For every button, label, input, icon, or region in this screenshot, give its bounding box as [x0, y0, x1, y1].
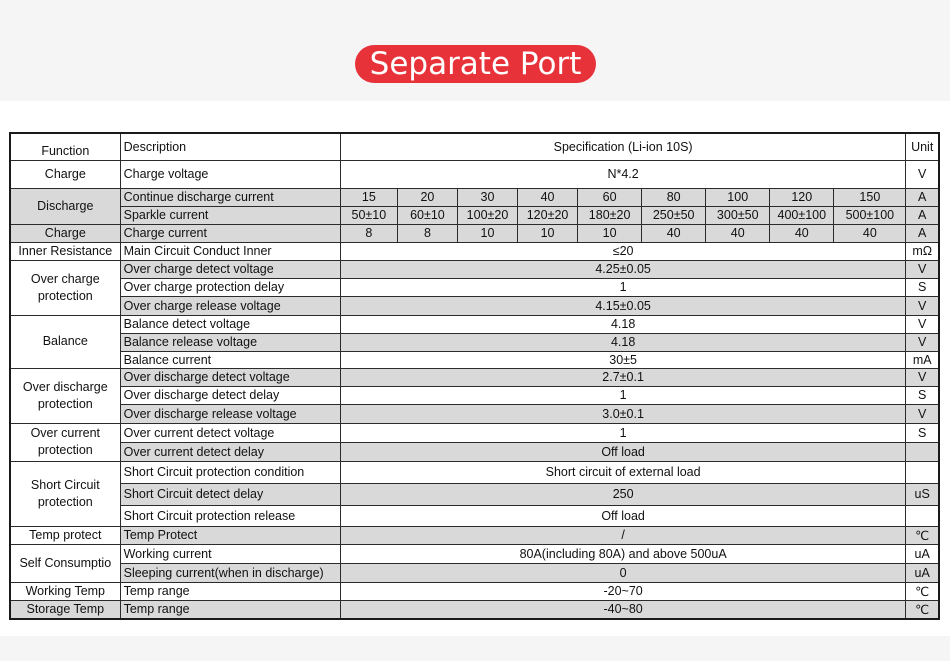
spec-value-cell: 10: [518, 224, 578, 242]
unit-cell: [906, 442, 939, 461]
unit-cell: mΩ: [906, 242, 939, 260]
function-cell: Temp protect: [10, 526, 120, 544]
spec-value-cell: 30: [457, 188, 517, 206]
spec-value-cell: 40: [834, 224, 906, 242]
spec-value-cell: 20: [397, 188, 457, 206]
table-row: [10, 526, 939, 544]
spec-value-cell: 300±50: [706, 206, 770, 224]
description-cell: Over charge detect voltage: [120, 260, 340, 278]
table-row: [10, 368, 939, 386]
description-cell: Balance current: [120, 351, 340, 368]
spec-cell: 1: [340, 386, 906, 404]
spec-value-cell: 8: [397, 224, 457, 242]
function-cell: Charge: [10, 160, 120, 188]
unit-cell: S: [906, 278, 939, 296]
spec-cell: Off load: [340, 505, 906, 526]
table-row: [10, 544, 939, 563]
header-spec: Specification (Li-ion 10S): [340, 133, 906, 160]
table-row: [10, 278, 939, 296]
unit-cell: [906, 461, 939, 483]
description-cell: Over current detect voltage: [120, 423, 340, 442]
function-cell: Over charge protection: [10, 260, 120, 315]
spec-value-cell: 40: [518, 188, 578, 206]
function-cell: Inner Resistance: [10, 242, 120, 260]
unit-cell: V: [906, 333, 939, 351]
spec-cell: 1: [340, 423, 906, 442]
description-cell: Temp Protect: [120, 526, 340, 544]
table-row: [10, 404, 939, 423]
unit-cell: S: [906, 423, 939, 442]
function-cell: Over discharge protection: [10, 368, 120, 423]
table-row: [10, 563, 939, 582]
spec-cell: 250: [340, 483, 906, 505]
table-row: [10, 260, 939, 278]
spec-cell: -20~70: [340, 582, 906, 600]
unit-cell: A: [906, 188, 939, 206]
description-cell: Over charge protection delay: [120, 278, 340, 296]
spec-cell: 4.15±0.05: [340, 296, 906, 315]
description-cell: Over discharge detect delay: [120, 386, 340, 404]
function-cell: Discharge: [10, 188, 120, 224]
function-cell: Self Consumptio: [10, 544, 120, 582]
header-unit: Unit: [906, 133, 939, 160]
description-cell: Charge voltage: [120, 160, 340, 188]
table-row: [10, 188, 939, 206]
header-function: Function: [10, 133, 120, 160]
table-row: [10, 423, 939, 442]
spec-cell: Short circuit of external load: [340, 461, 906, 483]
description-cell: Over current detect delay: [120, 442, 340, 461]
spec-cell: 80A(including 80A) and above 500uA: [340, 544, 906, 563]
description-cell: Short Circuit protection condition: [120, 461, 340, 483]
description-cell: Charge current: [120, 224, 340, 242]
table-row: [10, 160, 939, 188]
spec-cell: 30±5: [340, 351, 906, 368]
unit-cell: ℃: [906, 582, 939, 600]
unit-cell: ℃: [906, 526, 939, 544]
table-row: [10, 600, 939, 619]
function-cell: Over current protection: [10, 423, 120, 461]
spec-cell: 1: [340, 278, 906, 296]
spec-value-cell: 250±50: [642, 206, 706, 224]
spec-value-cell: 40: [706, 224, 770, 242]
spec-cell: 4.25±0.05: [340, 260, 906, 278]
unit-cell: V: [906, 296, 939, 315]
spec-cell: -40~80: [340, 600, 906, 619]
table-row: [10, 296, 939, 315]
bottom-banner: [0, 636, 950, 661]
description-cell: Over discharge release voltage: [120, 404, 340, 423]
table-row: [10, 505, 939, 526]
function-cell: Storage Temp: [10, 600, 120, 619]
unit-cell: uA: [906, 544, 939, 563]
description-cell: Short Circuit detect delay: [120, 483, 340, 505]
unit-cell: V: [906, 160, 939, 188]
spec-value-cell: 180±20: [578, 206, 642, 224]
unit-cell: S: [906, 386, 939, 404]
unit-cell: A: [906, 206, 939, 224]
description-cell: Main Circuit Conduct Inner: [120, 242, 340, 260]
unit-cell: V: [906, 368, 939, 386]
unit-cell: ℃: [906, 600, 939, 619]
unit-cell: uS: [906, 483, 939, 505]
description-cell: Balance release voltage: [120, 333, 340, 351]
function-cell: Working Temp: [10, 582, 120, 600]
spec-value-cell: 15: [340, 188, 397, 206]
unit-cell: mA: [906, 351, 939, 368]
spec-value-cell: 150: [834, 188, 906, 206]
spec-value-cell: 80: [642, 188, 706, 206]
table-row: [10, 461, 939, 483]
spec-value-cell: 120: [770, 188, 834, 206]
unit-cell: uA: [906, 563, 939, 582]
spec-value-cell: 400±100: [770, 206, 834, 224]
spec-cell: 0: [340, 563, 906, 582]
unit-cell: V: [906, 315, 939, 333]
section-title: Separate Port: [355, 45, 596, 83]
spec-value-cell: 40: [770, 224, 834, 242]
spec-cell: 4.18: [340, 333, 906, 351]
table-row: [10, 582, 939, 600]
spec-value-cell: 40: [642, 224, 706, 242]
description-cell: Over discharge detect voltage: [120, 368, 340, 386]
spec-value-cell: 8: [340, 224, 397, 242]
spec-value-cell: 60: [578, 188, 642, 206]
spec-value-cell: 10: [578, 224, 642, 242]
spec-cell: ≤20: [340, 242, 906, 260]
spec-cell: 3.0±0.1: [340, 404, 906, 423]
spec-cell: 2.7±0.1: [340, 368, 906, 386]
description-cell: Continue discharge current: [120, 188, 340, 206]
spec-value-cell: 500±100: [834, 206, 906, 224]
table-row: [10, 333, 939, 351]
table-row: [10, 315, 939, 333]
description-cell: Temp range: [120, 600, 340, 619]
spec-value-cell: 120±20: [518, 206, 578, 224]
spec-cell: 4.18: [340, 315, 906, 333]
spec-value-cell: 100±20: [457, 206, 517, 224]
description-cell: Working current: [120, 544, 340, 563]
table-row: [10, 351, 939, 368]
spec-table: [9, 132, 940, 620]
function-cell: Balance: [10, 315, 120, 368]
spec-value-cell: 60±10: [397, 206, 457, 224]
header-description: Description: [120, 133, 340, 160]
spec-cell: /: [340, 526, 906, 544]
unit-cell: V: [906, 404, 939, 423]
table-row: [10, 242, 939, 260]
unit-cell: V: [906, 260, 939, 278]
table-header: [10, 133, 939, 160]
table-row: [10, 386, 939, 404]
table-row: [10, 483, 939, 505]
spec-cell: N*4.2: [340, 160, 906, 188]
spec-value-cell: 10: [457, 224, 517, 242]
unit-cell: [906, 505, 939, 526]
function-cell: Charge: [10, 224, 120, 242]
table-row: [10, 224, 939, 242]
spec-value-cell: 50±10: [340, 206, 397, 224]
description-cell: Temp range: [120, 582, 340, 600]
table-row: [10, 206, 939, 224]
description-cell: Over charge release voltage: [120, 296, 340, 315]
unit-cell: A: [906, 224, 939, 242]
description-cell: Sparkle current: [120, 206, 340, 224]
table-row: [10, 442, 939, 461]
description-cell: Balance detect voltage: [120, 315, 340, 333]
description-cell: Sleeping current(when in discharge): [120, 563, 340, 582]
function-cell: Short Circuit protection: [10, 461, 120, 526]
spec-cell: Off load: [340, 442, 906, 461]
description-cell: Short Circuit protection release: [120, 505, 340, 526]
spec-value-cell: 100: [706, 188, 770, 206]
